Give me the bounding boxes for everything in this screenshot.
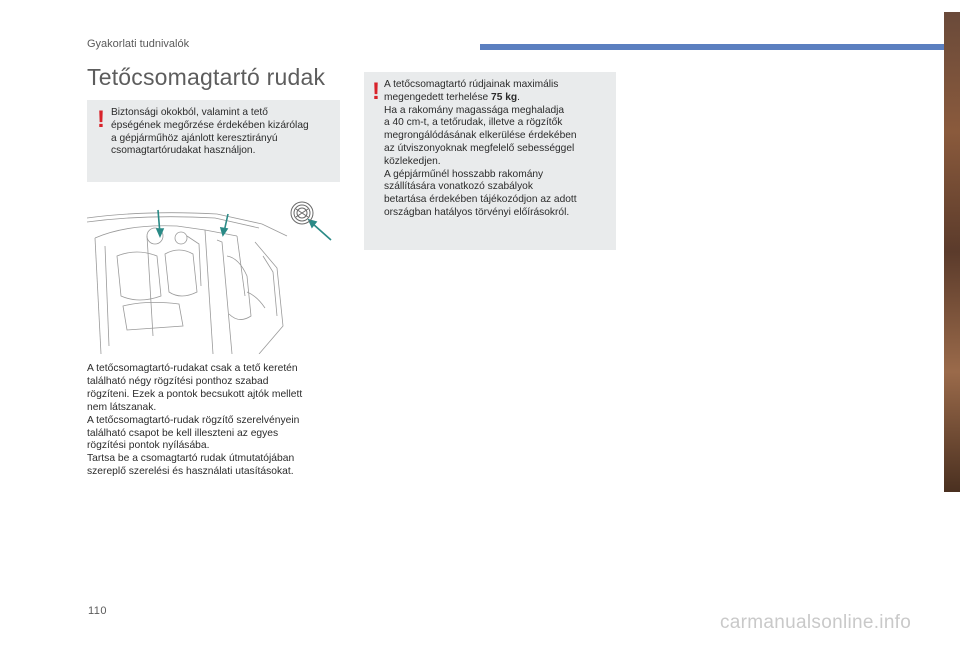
load-warning-text-part2: . Ha a rakomány magassága meghaladja a 40 cm-t, a tetőrudak, illetve a rögzítők megrongálódásának elkerülése érdekében az útviszonyoknak megfelelő sebességgel közlekedjen. A gépjárműnél hosszabb rakomány szállítására vonatkozó szabályok betartása érdekében tájékozódjon az adott országban hatályos törvényi előírásokról. bbox=[384, 91, 577, 218]
warning-icon: ! bbox=[97, 106, 105, 133]
page-title: Tetőcsomagtartó rudak bbox=[87, 64, 326, 90]
side-photo-strip bbox=[944, 12, 960, 492]
safety-warning-box bbox=[87, 100, 340, 182]
header-accent-bar bbox=[480, 44, 944, 50]
car-roof-mounting-illustration bbox=[87, 196, 340, 354]
max-load-value: 75 kg bbox=[491, 91, 518, 103]
warning-icon: ! bbox=[372, 78, 380, 105]
watermark: carmanualsonline.info bbox=[720, 612, 912, 633]
page-number: 110 bbox=[88, 605, 108, 617]
section-header: Gyakorlati tudnivalók bbox=[87, 38, 190, 50]
load-warning-text-part1: A tetőcsomagtartó rúdjainak maximális megengedett terhelése bbox=[384, 79, 559, 103]
load-warning-text bbox=[384, 79, 614, 220]
safety-warning-text: Biztonsági okokból, valamint a tető épségének megőrzése érdekében kizárólag a gépjárműhöz ajánlott keresztirányú csomagtartórudakat használjon. bbox=[111, 107, 309, 157]
load-warning-box bbox=[364, 72, 616, 250]
mounting-instructions-text: A tetőcsomagtartó-rudakat csak a tető keretén található négy rögzítési ponthoz szabad rögzíteni. Ezek a pontok becsukott ajtók mellett nem látszanak. A tetőcsomagtartó-rudak rögzítő szerelvényein található csapot be kell illeszteni az egyes rögzítési pontok nyílásába. Tartsa be a csomagtartó rudak útmutatójában szereplő szerelési és használati utasításokat. bbox=[87, 363, 303, 478]
